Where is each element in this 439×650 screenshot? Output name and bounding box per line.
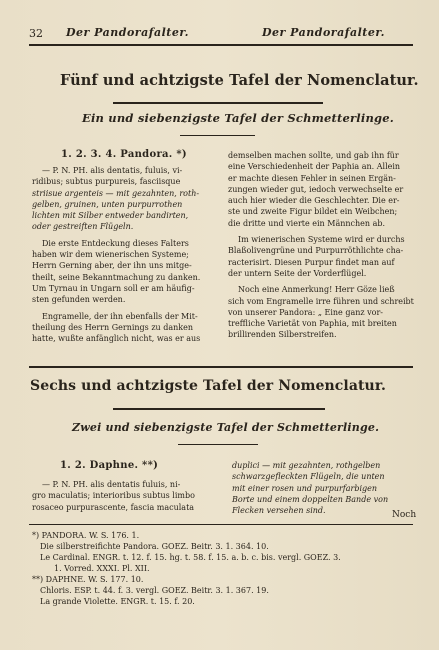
running-title-left: Der Pandorafalter. xyxy=(66,26,189,39)
text-line: sich vom Engramelle irre führen und schreibt xyxy=(228,296,414,306)
section2-right-column xyxy=(232,460,422,516)
section2-subtitle-rule xyxy=(178,444,258,445)
section1-title: Fünf und achtzigste Tafel der Nomenclatur. xyxy=(60,72,419,89)
text-line: gelben, gruinen, unten purpurrothen xyxy=(32,199,183,209)
text-line: Blaßolivengrüne und Purpurröthlichte cha- xyxy=(228,246,404,256)
text-line: von unserer Pandora: „ Eine ganz vor- xyxy=(228,307,383,317)
footnote-rule xyxy=(29,524,413,525)
footnotes xyxy=(32,530,341,607)
text-line: sten gefunden werden. xyxy=(32,295,126,305)
text-line: theilt, seine Bekanntmachung zu danken. xyxy=(32,272,201,282)
header-rule xyxy=(29,44,413,46)
text-line: ridibus; subtus purpureis, fasciisque xyxy=(32,177,181,187)
section1-subtitle-rule xyxy=(180,135,255,136)
section1-left-column xyxy=(32,165,222,344)
text-line: auch hier wieder die Geschlechter. Die er- xyxy=(228,196,400,206)
section2-title-rule xyxy=(113,408,325,410)
footnote-line: *) PANDORA. W. S. 176. 1. xyxy=(32,531,140,540)
text-line: treffliche Varietät von Paphia, mit breiten xyxy=(228,319,397,329)
text-line: ste und zweite Figur bildet ein Weibchen; xyxy=(228,207,398,217)
footnote-line: 1. Vorred. XXXI. Pl. XII. xyxy=(54,564,150,573)
text-line: Noch eine Anmerkung! Herr Göze ließ xyxy=(238,285,395,295)
section1-right-column xyxy=(228,150,418,341)
text-line: theilung des Herrn Gernings zu danken xyxy=(32,322,194,332)
text-line: striisue argenteis — mit gezahnten, roth- xyxy=(32,188,200,198)
text-line: duplici — mit gezahnten, rothgelben xyxy=(232,461,381,470)
text-line: Im wienerischen Systeme wird er durchs xyxy=(238,235,405,245)
text-line: gro maculatis; interioribus subtus limbo xyxy=(32,491,195,501)
section2-title: Sechs und achtzigste Tafel der Nomenclatur. xyxy=(30,378,387,394)
text-line: Borte und einem doppelten Bande von xyxy=(232,494,389,504)
text-line: er machte diesen Fehler in seinen Ergän- xyxy=(228,173,396,183)
text-line: lichten mit Silber entweder bandirten, xyxy=(32,211,189,221)
catchword: Noch xyxy=(392,510,417,520)
text-line: der untern Seite der Vorderflügel. xyxy=(228,268,367,278)
text-line: zungen wieder gut, iedoch verwechselte er xyxy=(228,184,404,194)
section2-entry-heading: 1. 2. Daphne. **) xyxy=(60,460,159,471)
section2-left-column xyxy=(32,479,222,513)
text-line: die dritte und vierte ein Männchen ab. xyxy=(228,218,386,228)
section1-subtitle: Ein und siebenzigste Tafel der Schmetterlinge. xyxy=(82,111,394,125)
text-line: Die erste Entdeckung dieses Falters xyxy=(42,238,189,248)
section1-title-rule xyxy=(113,102,323,104)
text-line: schwarzgefleckten Flügeln, die unten xyxy=(232,472,385,482)
text-line: oder gestreiften Flügeln. xyxy=(32,222,134,232)
text-line: Herrn Gerning aber, der ihn uns mitge- xyxy=(32,261,192,271)
text-line: rosaceo purpurascente, fascia maculata xyxy=(32,502,195,512)
text-line: racterisirt. Diesen Purpur findet man auf xyxy=(228,257,395,267)
footnote-line: Chloris. ESP. t. 44. f. 3. vergl. GOEZ. Beitr. 3. 1. 367. 19. xyxy=(40,586,269,595)
text-line: — P. N. PH. alis dentatis, fuluis, vi- xyxy=(42,166,183,175)
text-line: — P. N. PH. alis dentatis fuluis, ni- xyxy=(42,480,181,489)
footnote-line: **) DAPHNE. W. S. 177. 10. xyxy=(32,575,144,584)
text-line: Engramelle, der ihn ebenfalls der Mit- xyxy=(42,311,198,321)
text-line: brillirenden Silberstreifen. xyxy=(228,330,337,340)
footnote-line: Die silberstreifichte Pandora. GOEZ. Beitr. 3. 1. 364. 10. xyxy=(40,542,269,551)
text-line: hatte, wußte anfänglich nicht, was er aus xyxy=(32,334,201,344)
text-line: eine Verschiedenheit der Paphia an. Allein xyxy=(228,162,401,172)
text-line: Flecken versehen sind. xyxy=(232,506,326,516)
text-line: Um Tyrnau in Ungarn soll er am häufig- xyxy=(32,283,195,293)
page-number: 32 xyxy=(29,27,43,40)
section-divider-rule xyxy=(29,366,413,368)
text-line: mit einer rosen und purpurfarbigen xyxy=(232,483,378,493)
text-line: haben wir dem wienerischen Systeme; xyxy=(32,250,189,260)
footnote-line: La grande Violette. ENGR. t. 15. f. 20. xyxy=(40,597,195,606)
running-title-right: Der Pandorafalter. xyxy=(262,26,385,39)
section1-entry-heading: 1. 2. 3. 4. Pandora. *) xyxy=(61,149,187,160)
section2-subtitle: Zwei und siebenzigste Tafel der Schmetterlinge. xyxy=(72,421,380,434)
text-line: demselben machen sollte, und gab ihn für xyxy=(228,151,399,160)
footnote-line: Le Cardinal. ENGR. t. 12. f. 15. hg. t. 58. f. 15. a. b. c. bis. vergl. GOEZ. 3. xyxy=(40,553,341,562)
